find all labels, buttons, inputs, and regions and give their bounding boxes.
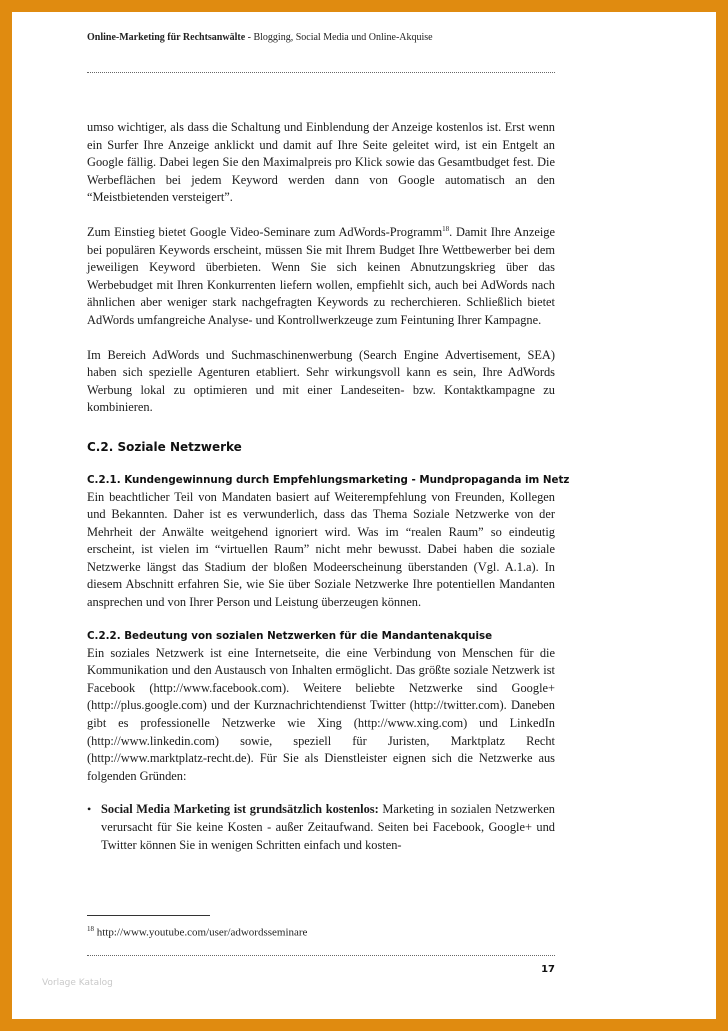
- header-divider: [87, 72, 555, 73]
- footnote-number: 18: [87, 925, 94, 933]
- subsection-heading: C.2.2. Bedeutung von sozialen Netzwerken für die Mandantenakquise: [87, 629, 493, 642]
- header-subtitle: - Blogging, Social Media und Online-Akquise: [245, 32, 433, 43]
- document-page: [12, 12, 716, 1019]
- header-title: Online-Marketing für Rechtsanwälte: [87, 32, 246, 43]
- footnote-link[interactable]: http://www.youtube.com/user/adwordsseminare: [94, 926, 308, 939]
- footnote-reference[interactable]: 18: [442, 224, 450, 233]
- page-number: 17: [541, 964, 555, 975]
- list-item-lead: Social Media Marketing ist grundsätzlich kostenlos:: [101, 802, 379, 817]
- paragraph: Ein beachtlicher Teil von Mandaten basiert auf Weiterempfehlung von Freunden, Kollegen und Bekannten. Daher ist es verwunderlich, dass das Thema Soziale Netzwerke von der Mehrheit der Anwälte weitgehend ignoriert wird. Was im “realen Raum” so eindeutig erscheint, ist vielen im “virtuellen Raum” nicht mehr bewusst. Dabei haben die soziale Netzwerke längst das Stadium der bloßen Modeerscheinung überstanden (Vgl. A.1.a). In diesem Abschnitt erfahren Sie, wie Sie über Soziale Netzwerke Ihre potentiellen Mandanten ansprechen und von Ihrer Person und Leistung überzeugen können.: [87, 489, 555, 610]
- bullet-icon: •: [87, 802, 92, 817]
- paragraph: umso wichtiger, als dass die Schaltung und Einblendung der Anzeige kostenlos ist. Erst wenn ein Surfer Ihre Anzeige anklickt und damit auf Ihre Seite geleitet wird, ist ein Entgelt an Google fällig. Dabei legen Sie den Maximalpreis pro Klick sowie das Gesamtbudget fest. Die Werbeflächen bei jedem Keyword werden dann von Google automatisch an den “Meistbietenden versteigert”.: [87, 120, 555, 205]
- bullet-list: [87, 801, 555, 854]
- paragraph-text: . Damit Ihre Anzeige bei populären Keywords erscheint, müssen Sie mit Ihrem Budget Ihre Wettbewerber bei dem jeweiligen Keyword überbieten. Wenn Sie sich keinen Abnutzungskrieg über das Werbebudget mit Ihren Konkurrenten liefern wollen, empfiehlt sich, auch bei AdWords nach ähnlichen aber weniger stark nachgefragten Keywords zu recherchieren. Schließlich bietet AdWords umfangreiche Analyse- und Kontrollwerkzeuge zum Feintuning Ihrer Kampagne.: [87, 224, 555, 327]
- footnote-divider: [87, 915, 210, 916]
- watermark: Vorlage Katalog: [42, 978, 113, 988]
- section-heading: C.2. Soziale Netzwerke: [87, 439, 242, 454]
- list-item-text: Marketing in sozialen Netzwerken verursacht für Sie keine Kosten - außer Zeitaufwand. Seiten bei Facebook, Google+ und Twitter können Sie in wenigen Schritten einfach und kosten-: [101, 802, 556, 852]
- footnote: [87, 925, 547, 939]
- running-header: [87, 32, 567, 43]
- paragraph: [87, 224, 555, 330]
- list-item: [87, 801, 556, 854]
- paragraph-text: Zum Einstieg bietet Google Video-Seminare zum AdWords-Programm: [87, 224, 443, 239]
- main-content: [87, 119, 570, 854]
- subsection-heading: C.2.1. Kundengewinnung durch Empfehlungsmarketing - Mundpropaganda im Netz: [87, 473, 570, 486]
- paragraph: Im Bereich AdWords und Suchmaschinenwerbung (Search Engine Advertisement, SEA) haben sich spezielle Agenturen etabliert. Sehr wirkungsvoll kann es sein, Ihre AdWords Werbung lokal zu optimieren und mit einer Landeseiten- bzw. Kontaktkampagne zu kombinieren.: [87, 347, 555, 415]
- footer-divider: [87, 955, 555, 956]
- paragraph: Ein soziales Netzwerk ist eine Internetseite, die eine Verbindung von Menschen für die Kommunikation und den Austausch von Inhalten ermöglicht. Das größte soziale Netzwerk ist Facebook (http://www.facebook.com). Weitere beliebte Netzwerke sind Google+ (http://plus.google.com) und der Kurznachrichtendienst Twitter (http://twitter.com). Daneben gibt es professionelle Netzwerke wie Xing (http://www.xing.com) und LinkedIn (http://www.linkedin.com) sowie, speziell für Juristen, Marktplatz Recht (http://www.marktplatz-recht.de). Für Sie als Dienstleister eignen sich die Netzwerke aus folgenden Gründen:: [87, 645, 555, 783]
